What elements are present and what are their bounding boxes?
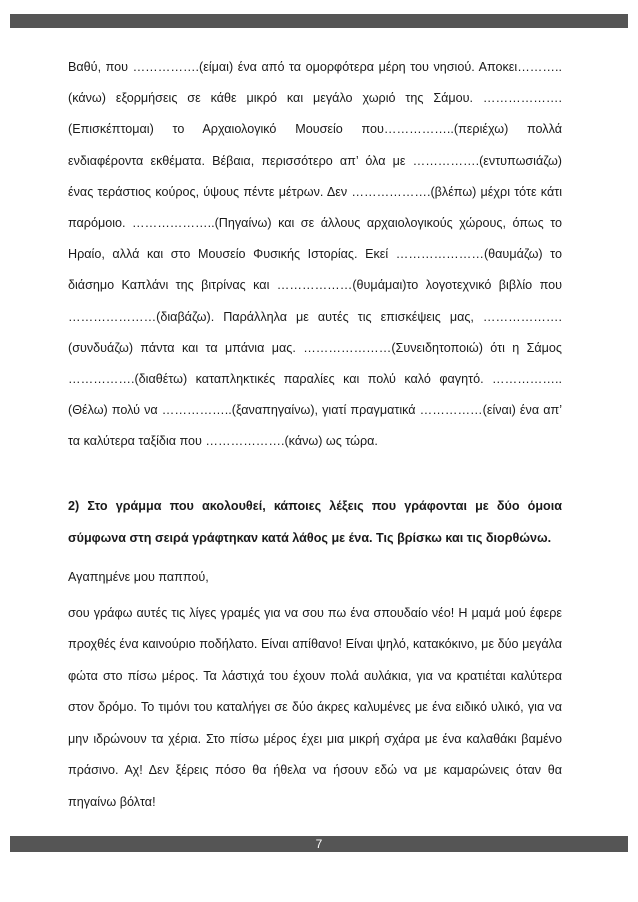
letter-body: σου γράφω αυτές τις λίγες γραμές για να σου πω ένα σπουδαίο νέο! Η μαμά μού έφερε προχθές ένα καινούριο ποδήλατο. Είναι απίθανο! Είναι ψηλό, κατακόκινο, με δύο μεγάλα φώτα στο πίσω μέρος. Τα λάστιχά του έχουν πολά αυλάκια, για να κρατιέται καλύτερα στον δρόμο. Το τιμόνι του καταλήγει σε δύο άκρες καλυμένες με ένα ειδικό υλικό, για να μην ιδρώνουν τα χέρια. Στο πίσω μέρος έχει μια μικρή σχάρα με ένα καλαθάκι βαμένο πράσινο. Αχ! Δεν ξέρεις πόσο θα ήθελα να ήσουν εδώ να με καμαρώνεις όταν θα πηγαίνω βόλτα! xyxy=(68,605,562,809)
footer-bar xyxy=(10,836,628,852)
page-content xyxy=(68,52,562,818)
letter-greeting: Αγαπημένε μου παππού, xyxy=(68,569,209,584)
header-bar xyxy=(10,14,628,28)
exercise-1-text: Βαθύ, που …………….(είμαι) ένα από τα ομορφότερα μέρη του νησιού. Αποκει………..(κάνω) εξορμήσεις σε κάθε μικρό και μεγάλο χωριό της Σάμου. ……………….(Επισκέπτομαι) το Αρχαιολογικό Μουσείο που……………..(περιέχω) πολλά ενδιαφέροντα εκθέματα. Βέβαια, περισσότερο απ’ όλα με …………….(εντυπωσιάζω) ένας τεράστιος κούρος, ύψους πέντε μέτρων. Δεν ……………….(βλέπω) μέχρι τότε κάτι παρόμοιο. ………………..(Πηγαίνω) και σε άλλους αρχαιολογικούς χώρους, όπως το Ηραίο, αλλά και στο Μουσείο Φυσικής Ιστορίας. Εκεί …………………(θαυμάζω) το διάσημο Καπλάνι της βιτρίνας και ………………(θυμάμαι)το λογοτεχνικό βιβλίο που …………………(διαβάζω). Παράλληλα με αυτές τις επισκέψεις μας, ……………….(συνδυάζω) πάντα και τα μπάνια μας. …………………(Συνειδητοποιώ) ότι η Σάμος …………….(διαθέτω) καταπληκτικές παραλίες και πολύ καλό φαγητό. ……………..(Θέλω) πολύ να ……………..(ξαναπηγαίνω), γιατί πραγματικά ……………(είναι) ένα απ’ τα καλύτερα ταξίδια που ……………….(κάνω) ως τώρα. xyxy=(68,60,562,449)
page-number: 7 xyxy=(315,837,323,851)
exercise-2-instruction: 2) Στο γράμμα που ακολουθεί, κάποιες λέξεις που γράφονται με δύο όμοια σύμφωνα στη σειρά γράφτηκαν κατά λάθος με ένα. Τις βρίσκω και τις διορθώνω. xyxy=(68,498,562,545)
